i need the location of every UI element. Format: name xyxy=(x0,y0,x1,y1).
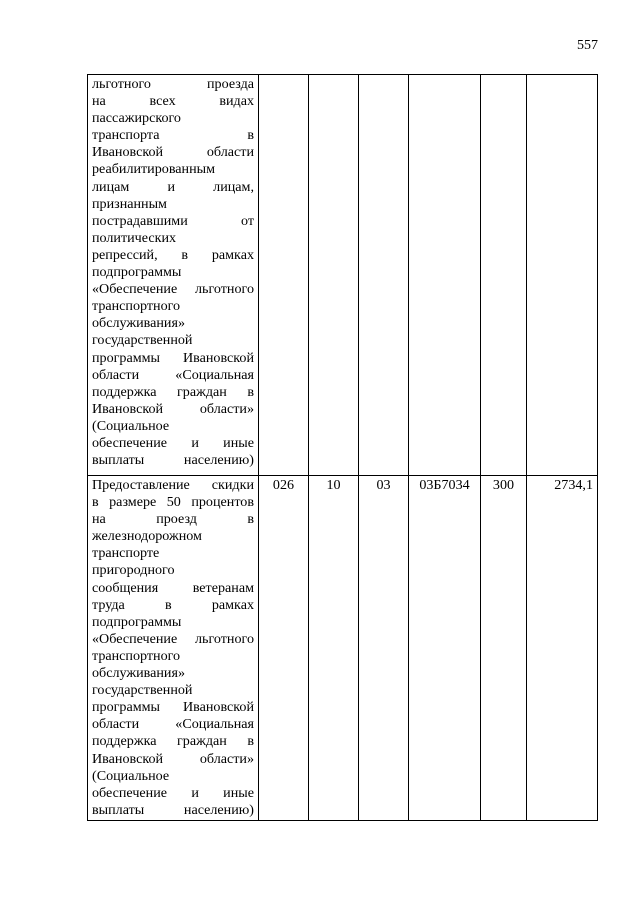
target-article-cell xyxy=(409,75,481,476)
description-line: обслуживания» xyxy=(92,665,185,682)
description-line: Предоставление скидки xyxy=(92,477,254,493)
description-line: в размере 50 процентов xyxy=(92,494,254,511)
description-line: транспорте xyxy=(92,545,160,562)
description-line: Ивановской области» xyxy=(92,400,254,417)
description-line: на проезд в xyxy=(92,511,254,528)
description-line: государственной xyxy=(92,682,193,699)
description-line: Ивановской области» xyxy=(92,750,254,767)
description-line: реабилитированным xyxy=(92,161,216,178)
description-line: поддержка граждан в xyxy=(92,733,254,750)
description-text xyxy=(92,477,254,819)
description-line: железнодорожном xyxy=(92,528,202,545)
description-line: обслуживания» xyxy=(92,315,185,332)
table-row xyxy=(88,476,598,821)
description-line: подпрограммы xyxy=(92,264,182,281)
description-line: «Обеспечение льготного xyxy=(92,281,254,298)
description-line: выплаты населению) xyxy=(92,801,254,818)
budget-table xyxy=(87,74,598,821)
description-line: области «Социальная xyxy=(92,366,254,383)
ministry-code-cell xyxy=(259,75,309,476)
section-cell: 10 xyxy=(309,476,359,821)
description-line: льготного проезда xyxy=(92,76,254,92)
description-line: на всех видах xyxy=(92,93,254,110)
expense-type-cell xyxy=(481,75,527,476)
description-line: транспортного xyxy=(92,298,181,315)
expense-type-cell: 300 xyxy=(481,476,527,821)
description-line: обеспечение и иные xyxy=(92,434,254,451)
subsection-cell xyxy=(359,75,409,476)
description-line: лицам и лицам, xyxy=(92,178,254,195)
description-line: политических xyxy=(92,229,177,246)
description-line: обеспечение и иные xyxy=(92,784,254,801)
section-cell xyxy=(309,75,359,476)
description-line: программы Ивановской xyxy=(92,349,254,366)
description-line: репрессий, в рамках xyxy=(92,246,254,263)
table-row xyxy=(88,75,598,476)
description-line: транспортного xyxy=(92,647,181,664)
page-number: 557 xyxy=(577,38,598,53)
target-article-cell: 03Б7034 xyxy=(409,476,481,821)
description-line: подпрограммы xyxy=(92,613,182,630)
description-line: труда в рамках xyxy=(92,596,254,613)
description-cell xyxy=(88,476,259,821)
ministry-code-cell: 026 xyxy=(259,476,309,821)
description-text xyxy=(92,76,254,469)
description-line: программы Ивановской xyxy=(92,699,254,716)
description-cell xyxy=(88,75,259,476)
description-line: пострадавшими от xyxy=(92,212,254,229)
subsection-cell: 03 xyxy=(359,476,409,821)
description-line: пассажирского xyxy=(92,110,181,127)
description-line: транспорта в xyxy=(92,127,254,144)
description-line: (Социальное xyxy=(92,767,170,784)
description-line: «Обеспечение льготного xyxy=(92,630,254,647)
description-line: признанным xyxy=(92,195,167,212)
description-line: поддержка граждан в xyxy=(92,383,254,400)
amount-cell: 2734,1 xyxy=(527,476,598,821)
description-line: Ивановской области xyxy=(92,144,254,161)
amount-cell xyxy=(527,75,598,476)
description-line: выплаты населению) xyxy=(92,452,254,469)
description-line: государственной xyxy=(92,332,193,349)
description-line: сообщения ветеранам xyxy=(92,579,254,596)
description-line: области «Социальная xyxy=(92,716,254,733)
description-line: (Социальное xyxy=(92,417,170,434)
description-line: пригородного xyxy=(92,562,175,579)
